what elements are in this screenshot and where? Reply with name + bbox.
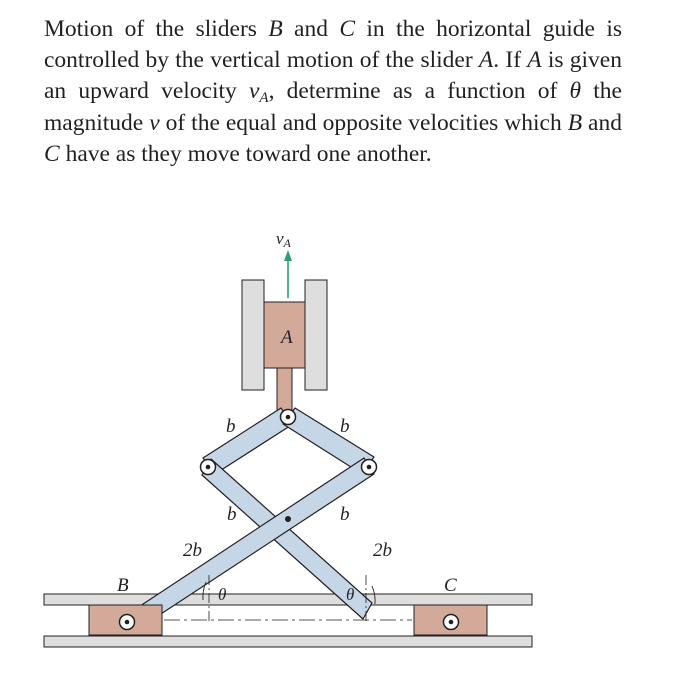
label-b-lower-right: b [340,504,350,525]
label-B: B [117,575,129,596]
symbol-B: B [567,109,583,136]
symbol-A-subscript: A [259,90,269,107]
label-C: C [444,575,457,596]
pin-right [362,460,377,475]
label-vA: vA [276,229,291,250]
symbol-A: A [527,47,542,74]
text-run: , determine as a function of [268,78,570,105]
text-run: . If [493,47,528,74]
pin-left [201,460,216,475]
pin-C [444,615,459,630]
text-run: and [582,109,622,136]
label-theta-left: θ [218,585,227,604]
label-theta-right: θ [346,585,355,604]
symbol-C: C [44,140,60,167]
symbol-A: A [478,47,494,74]
text-run: is given an upward velocity [44,47,622,105]
text-run: in the horizontal guide is controlled by the vertical motion of the slider [44,16,623,74]
velocity-arrow [284,250,292,298]
symbol-theta: θ [569,78,582,105]
text-run: Motion of the sliders [44,16,269,42]
label-2b-left: 2b [183,540,202,561]
text-run: have as they move toward one another. [59,140,432,167]
slider-A [264,302,305,414]
label-b-upper-right: b [340,416,350,437]
pin-B [120,615,135,630]
symbol-v: v [248,78,260,105]
symbol-B: B [268,16,283,42]
pin-center [285,516,291,522]
label-b-upper-left: b [226,416,236,437]
pin-A [281,410,296,425]
label-A: A [281,327,293,348]
label-2b-right: 2b [373,540,392,561]
text-run: the magnitude [44,78,622,136]
text-run: and [282,16,340,42]
text-run: of the equal and opposite velocities which [159,109,568,136]
symbol-C: C [339,16,356,42]
label-b-lower-left: b [227,504,237,525]
symbol-v: v [149,109,160,136]
